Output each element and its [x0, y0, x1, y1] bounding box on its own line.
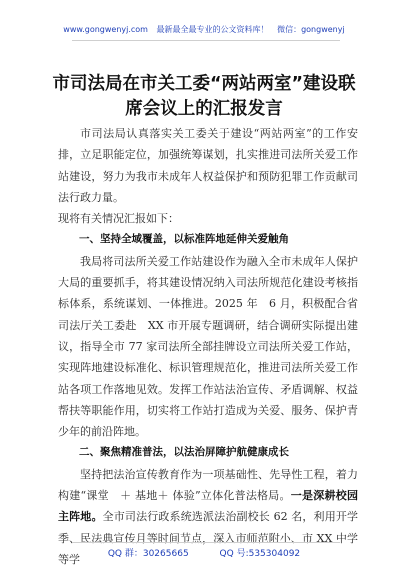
wechat-id: 微信：gongwenyj [277, 25, 345, 34]
section-2-text-b: 全市司法行政系统选派法治副校长 62 名，利用开学季、民法典宣传月等时间节点，深入市师范附小、市 XX 中学等学 [58, 510, 358, 566]
site-footer [0, 546, 408, 559]
qq-group: QQ 群：30265665 [107, 549, 189, 559]
section-1-paragraph: 我局将司法所关爱工作站建设作为融入全市未成年人保护大局的重要抓手，将其建设情况纳入司法所规范化建设考核指标体系，系统谋划、一体推进。2025 年 6 月，积极配合省司法厅关工委赴 XX 市开展专题调研，结合调研实际提出建议，指导全市 77 家司法所全部挂牌设立司法所关爱工作站，实现阵地建设标准化、标识管理规范化，推进司法所关爱工作站各项工作落地见效。发挥工作站法治宣传、矛盾调解、权益帮扶等职能作用，切实将工作站打造成为关爱、服务、保护青少年的前沿阵地。 [58, 254, 358, 439]
qq-number: QQ 号:535304092 [219, 549, 301, 559]
section-2-heading: 二、聚焦精准普法，以法治屏障护航健康成长 [79, 446, 289, 459]
section-1-heading: 一、坚持全域覆盖，以标准阵地延伸关爱触角 [79, 233, 289, 246]
section-2-text-a: 坚持把法治宣传教育作为一项基础性、先导性工程，着力构建“课堂 ＋ 基地＋ 体验”立体化普法格局。 [58, 467, 358, 503]
document-body [58, 123, 358, 570]
header-divider [72, 40, 340, 41]
site-slogan: 最新最全最专业的公文资料库！ [156, 25, 269, 34]
title-line-1: 市司法局在市关工委“两站两室”建设联 [52, 74, 356, 94]
site-url-link[interactable]: www.gongwenyj.com [63, 25, 148, 34]
section-2-bold-point: 一是深耕校园主阵地。 [58, 489, 359, 524]
title-line-2: 席会议上的汇报发言 [125, 99, 283, 119]
intro-paragraph: 市司法局认真落实关工委关于建设“两站两室”的工作安排，立足职能定位，加强统筹谋划，扎实推进司法所关爱工作站建设，努力为我市未成年人权益保护和预防犯罪工作贡献司法行政力量。 [58, 127, 358, 204]
site-header [0, 24, 408, 35]
lead-sentence: 现将有关情况汇报如下： [58, 212, 179, 226]
document-title [40, 72, 368, 122]
footer-divider [72, 542, 340, 543]
